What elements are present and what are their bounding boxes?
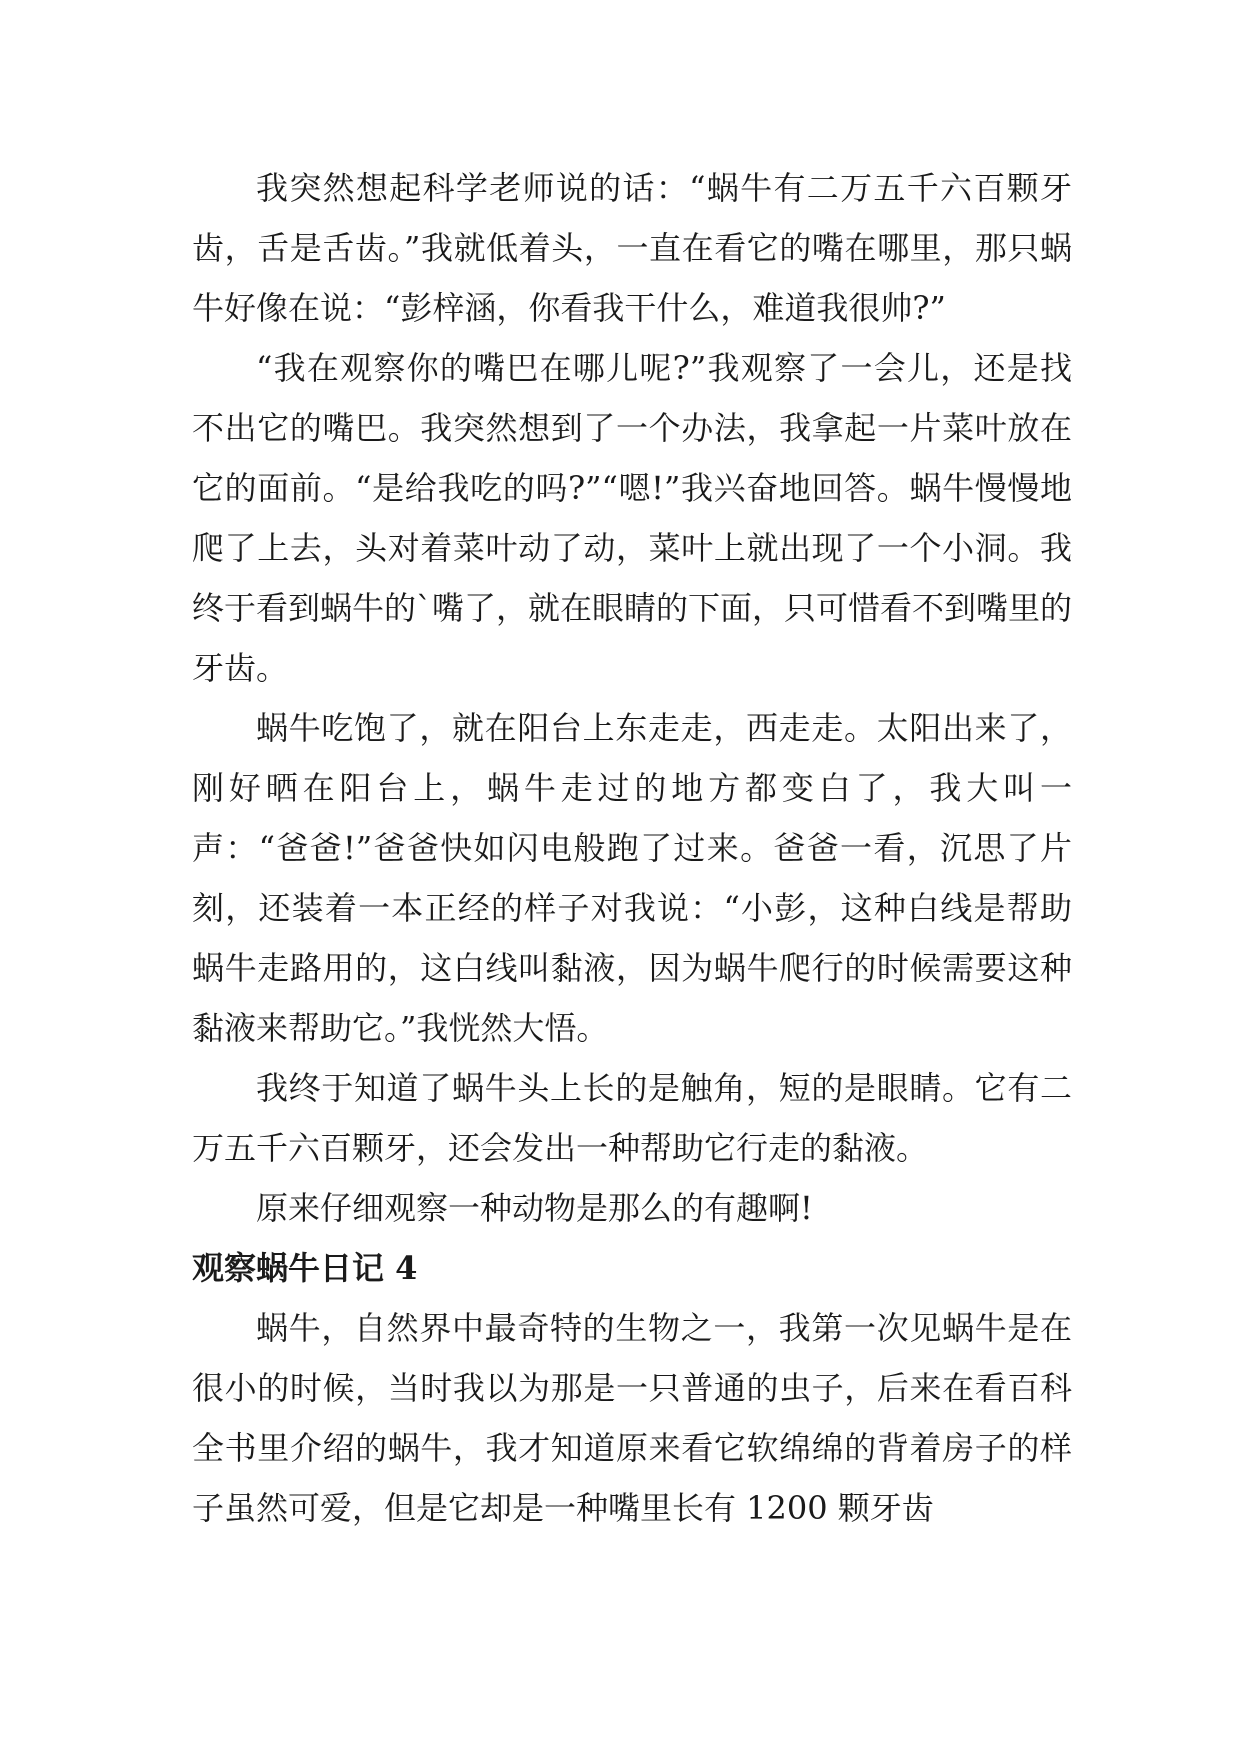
paragraph-snail-mucus: 蜗牛吃饱了，就在阳台上东走走，西走走。太阳出来了，刚好晒在阳台上，蜗牛走过的地方都变白了，我大叫一声：“爸爸!”爸爸快如闪电般跑了过来。爸爸一看，沉思了片刻，还装着一本正经的样子对我说：“小彭，这种白线是帮助蜗牛走路用的，这白线叫黏液，因为蜗牛爬行的时候需要这种黏液来帮助它。”我恍然大悟。 <box>192 709 1072 1047</box>
paragraph-learned-facts: 我终于知道了蜗牛头上长的是触角，短的是眼睛。它有二万五千六百颗牙，还会发出一种帮助它行走的黏液。 <box>192 1069 1072 1167</box>
paragraph-conclusion: 原来仔细观察一种动物是那么的有趣啊! <box>256 1189 813 1227</box>
paragraph-looking-for-mouth: “我在观察你的嘴巴在哪儿呢?”我观察了一会儿，还是找不出它的嘴巴。我突然想到了一个办法，我拿起一片菜叶放在它的面前。“是给我吃的吗?”“嗯!”我兴奋地回答。蜗牛慢慢地爬了上去，头对着菜叶动了动，菜叶上就出现了一个小洞。我终于看到蜗牛的`嘴了，就在眼睛的下面，只可惜看不到嘴里的牙齿。 <box>192 349 1073 687</box>
section-heading: 观察蜗牛日记 4 <box>192 1249 418 1287</box>
paragraph-snail-teeth-memory: 我突然想起科学老师说的话：“蜗牛有二万五千六百颗牙齿，舌是舌齿。”我就低着头，一直在看它的嘴在哪里，那只蜗牛好像在说：“彭梓涵，你看我干什么，难道我很帅?” <box>192 169 1072 327</box>
paragraph-snail-intro: 蜗牛，自然界中最奇特的生物之一，我第一次见蜗牛是在很小的时候，当时我以为那是一只普通的虫子，后来在看百科全书里介绍的蜗牛，我才知道原来看它软绵绵的背着房子的样子虽然可爱，但是它却是一种嘴里长有 1200 颗牙齿 <box>192 1309 1072 1527</box>
document-body <box>192 158 1072 1538</box>
